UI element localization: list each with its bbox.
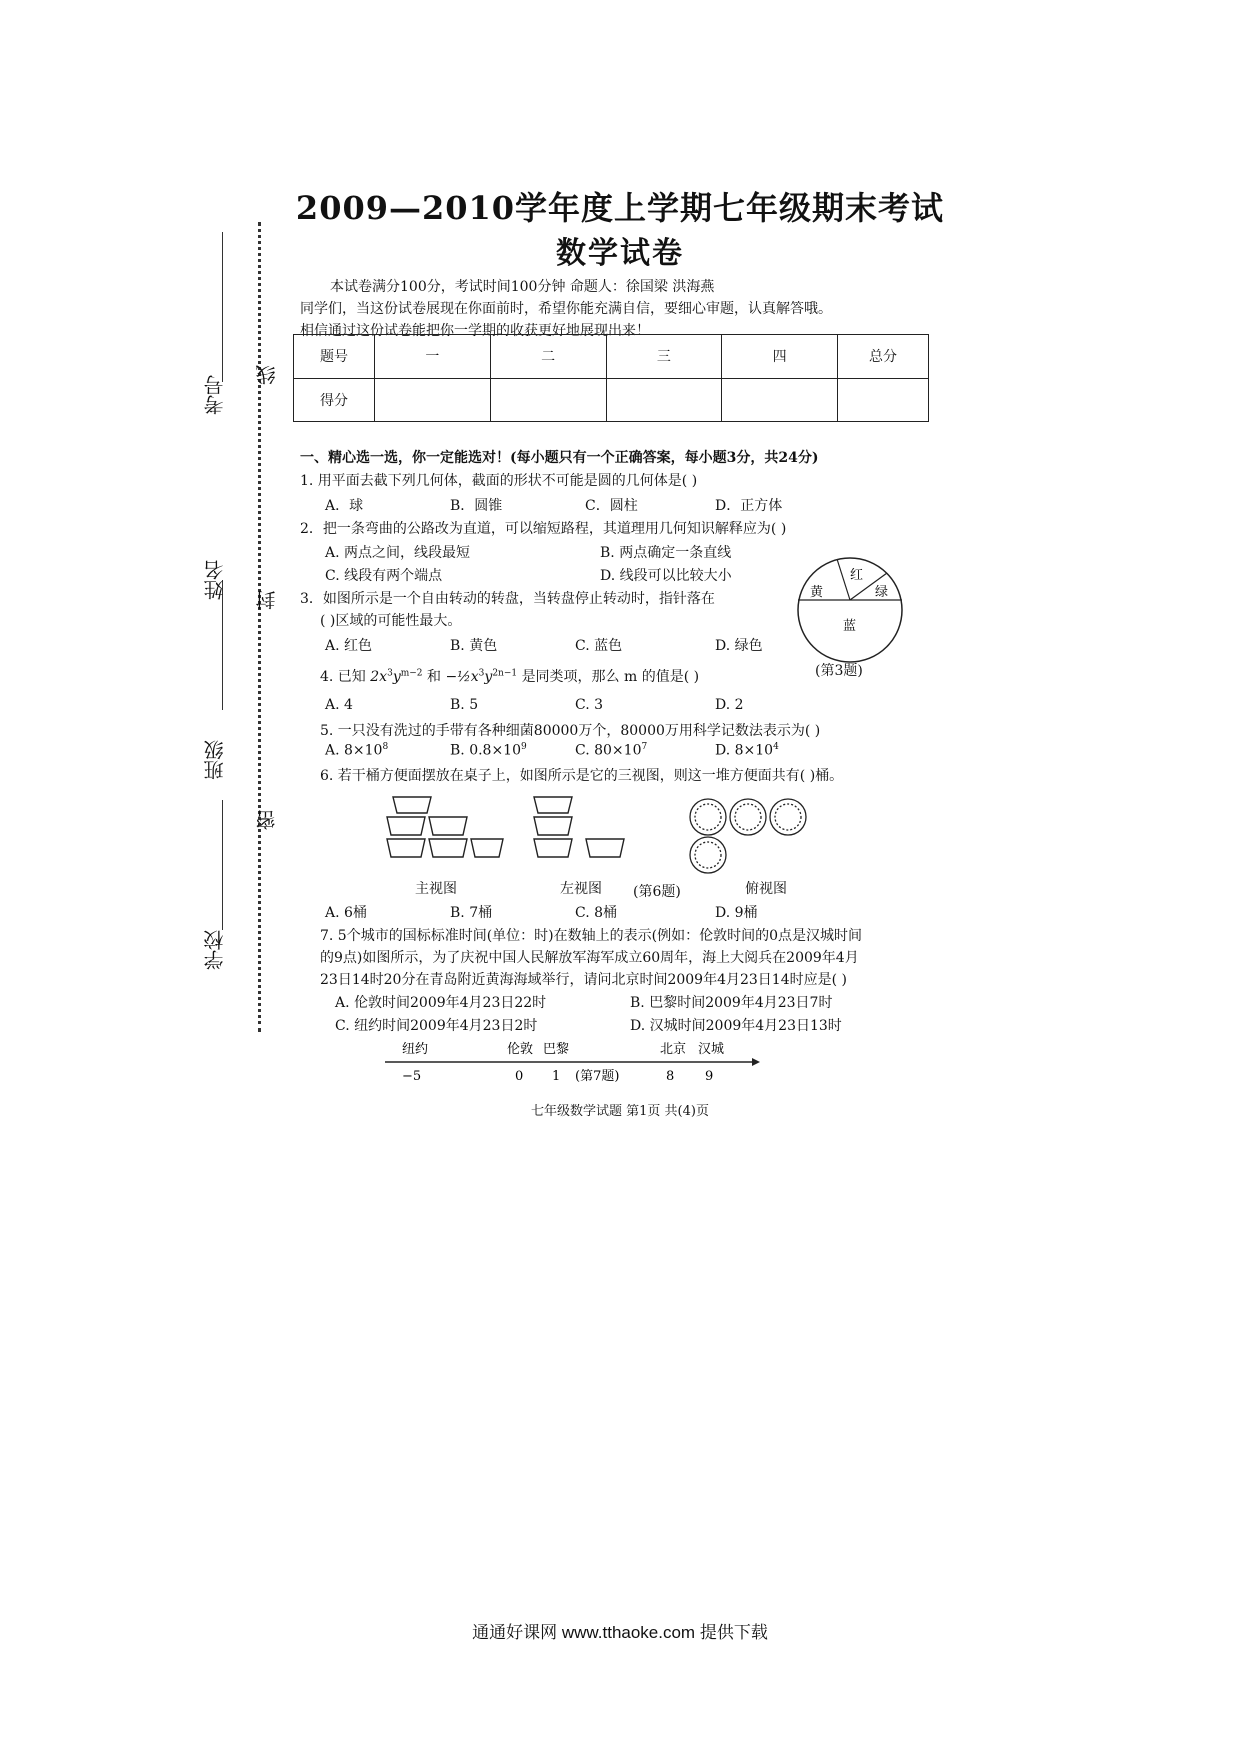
q5-d-base: D. 8×10: [715, 742, 774, 759]
q6-option-d: D. 9桶: [715, 905, 758, 921]
q3-option-d: D. 绿色: [715, 638, 763, 654]
tick-0: 0: [515, 1069, 524, 1084]
city-seoul: 汉城: [698, 1042, 725, 1057]
bowl-shape: [534, 797, 572, 813]
left-view-figure: [530, 795, 630, 865]
q3-option-b: B. 黄色: [450, 638, 498, 654]
q7-caption: (第7题): [575, 1069, 620, 1084]
number-line-figure: [380, 1038, 760, 1088]
q6-caption-number: (第6题): [633, 884, 681, 900]
top-circle-inner: [775, 804, 801, 830]
question-6-stem: 6. 若干桶方便面摆放在桌子上，如图所示是它的三视图，则这一堆方便面共有( )桶。: [320, 768, 844, 784]
q5-c-base: C. 80×10: [575, 742, 642, 759]
q4-suffix: 是同类项，那么 m 的值是( ): [521, 669, 700, 685]
city-beijing: 北京: [660, 1042, 687, 1057]
q2-option-c: C. 线段有两个端点: [325, 568, 443, 584]
spinner-label-red: 红: [850, 568, 864, 583]
school-label: 学校: [203, 930, 227, 970]
school-rule: [222, 800, 223, 930]
q4-term2b: y: [484, 669, 493, 685]
number-line-arrow: [752, 1058, 760, 1066]
score-header-cell: 题号: [294, 335, 375, 379]
score-header-cell: 四: [722, 335, 838, 379]
top-circle-inner: [695, 842, 721, 868]
spinner-label-blue: 蓝: [843, 619, 857, 634]
greeting-line-2: 相信通过这份试卷能把你一学期的收获更好地展现出来！: [300, 323, 650, 339]
top-circle-inner: [735, 804, 761, 830]
q4-exp1b: m−2: [400, 668, 423, 679]
q5-a-base: A. 8×10: [325, 742, 383, 759]
q4-exp1a: 3: [387, 668, 393, 679]
score-cell[interactable]: [490, 378, 606, 422]
q5-option-c: [575, 742, 647, 759]
q6-option-c: C. 8桶: [575, 905, 618, 921]
spinner-label-green: 绿: [875, 585, 889, 600]
q2-option-d: D. 线段可以比较大小: [600, 568, 732, 584]
q5-c-exp: 7: [641, 742, 648, 752]
bowl-shape: [393, 797, 431, 813]
q1-option-a: A．球: [325, 498, 364, 514]
q3-option-c: C. 蓝色: [575, 638, 623, 654]
score-table: [293, 334, 929, 422]
q3-option-a: A. 红色: [325, 638, 373, 654]
q1-option-d: D．正方体: [715, 498, 783, 514]
q4-option-d: D. 2: [715, 697, 744, 713]
q4-exp2a: 3: [478, 668, 485, 679]
q4-exp2b: 2n−1: [492, 668, 518, 679]
tick-1: 1: [552, 1069, 561, 1084]
score-cell[interactable]: [722, 378, 838, 422]
q1-option-c: C．圆柱: [585, 498, 638, 514]
q4-prefix: 4. 已知: [320, 669, 366, 685]
score-header-cell: 一: [375, 335, 491, 379]
name-label: 姓名: [203, 560, 227, 600]
section-heading: 一、精心选一选，你一定能选对！(每小题只有一个正确答案，每小题3分，共24分): [300, 450, 819, 466]
score-cell[interactable]: [606, 378, 722, 422]
question-7-line-2: 的9点)如图所示，为了庆祝中国人民解放军海军成立60周年，海上大阅兵在2009年4月: [320, 950, 859, 966]
score-cell[interactable]: [375, 378, 491, 422]
tick-9: 9: [705, 1069, 714, 1084]
seal-char-seal: 封: [255, 590, 279, 610]
top-circle-inner: [695, 804, 721, 830]
class-label: 班级: [203, 740, 227, 780]
bowl-shape: [586, 839, 624, 857]
q4-term1b: y: [392, 669, 401, 685]
exam-subtitle: 数学试卷: [556, 236, 684, 271]
question-7-line-1: 7. 5个城市的国标标准时间(单位：时)在数轴上的表示(例如：伦敦时间的0点是汉城时间: [320, 928, 863, 944]
q3-caption: (第3题): [815, 663, 863, 679]
bowl-shape: [471, 839, 503, 857]
q6-option-a: A. 6桶: [325, 905, 367, 921]
q4-option-b: B. 5: [450, 697, 479, 713]
score-row-label: 得分: [294, 378, 375, 422]
score-header-cell: 总分: [838, 335, 929, 379]
q5-option-b: [450, 742, 527, 759]
q7-option-c: C. 纽约时间2009年4月23日2时: [335, 1018, 538, 1034]
score-cell[interactable]: [838, 378, 929, 422]
spinner-label-yellow: 黄: [810, 585, 824, 600]
bowl-shape: [387, 839, 425, 857]
seal-char-line: 线: [255, 365, 279, 385]
q2-option-a: A. 两点之间，线段最短: [325, 545, 471, 561]
exam-title: 2009—2010学年度上学期七年级期末考试: [295, 189, 945, 227]
bowl-shape: [387, 817, 425, 835]
exam-number-label: 考号: [203, 375, 227, 415]
score-header-cell: 三: [606, 335, 722, 379]
binding-dotted-line: [258, 222, 261, 1032]
city-london: 伦敦: [507, 1042, 534, 1057]
city-paris: 巴黎: [543, 1042, 570, 1057]
q5-b-base: B. 0.8×10: [450, 742, 521, 759]
tick-minus5: −5: [402, 1069, 422, 1084]
spinner-figure: [795, 555, 905, 665]
q6-option-b: B. 7桶: [450, 905, 493, 921]
question-2-stem: 2．把一条弯曲的公路改为直道，可以缩短路程，其道理用几何知识解释应为( ): [300, 521, 787, 537]
score-header-cell: 二: [490, 335, 606, 379]
question-3-stem-line-1: 3．如图所示是一个自由转动的转盘，当转盘停止转动时，指针落在: [300, 591, 715, 607]
q5-d-exp: 4: [773, 742, 779, 752]
source-watermark: 通通好课网 www.tthaoke.com 提供下载: [472, 1623, 768, 1642]
bowl-shape: [534, 839, 572, 857]
bowl-shape: [429, 839, 467, 857]
q6-caption-front: 主视图: [415, 881, 457, 897]
bowl-shape: [534, 817, 572, 835]
top-view-figure: [688, 795, 818, 875]
q4-term2: −½x: [445, 669, 479, 685]
front-view-figure: [385, 795, 505, 865]
question-1-stem: 1. 用平面去截下列几何体，截面的形状不可能是圆的几何体是( ): [300, 473, 698, 489]
bowl-shape: [429, 817, 467, 835]
q1-option-b: B．圆锥: [450, 498, 503, 514]
q7-option-b: B. 巴黎时间2009年4月23日7时: [630, 995, 833, 1011]
q4-option-a: A. 4: [325, 697, 353, 713]
q4-option-c: C. 3: [575, 697, 604, 713]
q7-option-d: D. 汉城时间2009年4月23日13时: [630, 1018, 842, 1034]
q5-b-exp: 9: [521, 742, 527, 752]
q5-a-exp: 8: [382, 742, 389, 752]
question-3-stem-line-2: ( )区域的可能性最大。: [320, 613, 462, 629]
tick-8: 8: [666, 1069, 675, 1084]
q6-caption-top: 俯视图: [745, 881, 787, 897]
page-footer: 七年级数学试题 第1页 共(4)页: [531, 1104, 709, 1119]
question-5-stem: 5. 一只没有洗过的手带有各种细菌80000万个，80000万用科学记数法表示为( ): [320, 723, 821, 739]
question-4-stem: [320, 666, 699, 686]
city-newyork: 纽约: [402, 1042, 429, 1057]
exam-info: 本试卷满分100分，考试时间100分钟 命题人：徐国梁 洪海燕: [330, 279, 715, 295]
q4-mid: 和: [427, 669, 441, 685]
q6-caption-left: 左视图: [560, 881, 602, 897]
spinner-divider-1: [837, 559, 850, 600]
q2-option-b: B. 两点确定一条直线: [600, 545, 732, 561]
q7-option-a: A. 伦敦时间2009年4月23日22时: [335, 995, 547, 1011]
q5-option-a: [325, 742, 388, 759]
seal-char-secret: 密: [255, 810, 279, 830]
greeting-line-1: 同学们，当这份试卷展现在你面前时，希望你能充满自信，要细心审题，认真解答哦。: [300, 301, 832, 317]
q4-term1: 2x: [370, 669, 388, 685]
q5-option-d: [715, 742, 779, 759]
question-7-line-3: 23日14时20分在青岛附近黄海海域举行，请问北京时间2009年4月23日14时应是( ): [320, 972, 847, 988]
